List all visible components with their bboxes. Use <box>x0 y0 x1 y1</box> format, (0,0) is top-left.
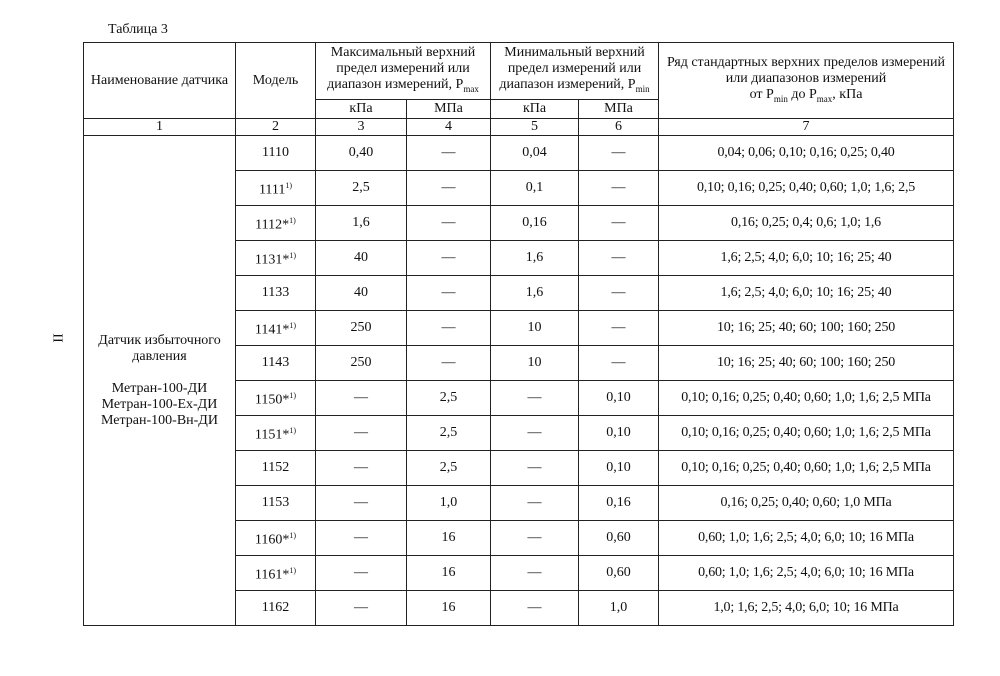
sensor-model-name: Метран-100-ДИ <box>111 380 208 396</box>
min-mpa-cell: — <box>579 241 659 276</box>
model-number: 1162 <box>261 600 290 615</box>
min-kpa-cell: 10 <box>491 311 579 346</box>
max-kpa-cell: 1,6 <box>316 206 407 241</box>
model-number: 1111 <box>258 182 286 198</box>
header-max-sub: max <box>463 83 479 94</box>
max-mpa-cell: — <box>407 241 491 276</box>
max-mpa-cell: — <box>407 171 491 206</box>
max-kpa-cell: 40 <box>316 241 407 276</box>
series-cell: 0,10; 0,16; 0,25; 0,40; 0,60; 1,0; 1,6; 2,5 МПа <box>659 451 954 486</box>
header-min <box>491 43 659 100</box>
footnote-mark: 1) <box>289 565 297 575</box>
series-cell: 0,60; 1,0; 1,6; 2,5; 4,0; 6,0; 10; 16 МПа <box>659 556 954 591</box>
header-series-from: от P <box>749 86 774 102</box>
footnote-mark: 1) <box>285 180 293 190</box>
max-kpa-cell: 40 <box>316 276 407 311</box>
header-model: Модель <box>236 43 316 119</box>
max-mpa-cell: 16 <box>407 556 491 591</box>
header-sensor: Наименование датчика <box>84 43 236 119</box>
model-cell <box>236 311 316 346</box>
min-kpa-cell: 0,16 <box>491 206 579 241</box>
min-mpa-cell: — <box>579 311 659 346</box>
model-number: 1150* <box>254 392 290 408</box>
max-kpa-cell: — <box>316 416 407 451</box>
footnote-mark: 1) <box>289 530 297 540</box>
footnote-mark: 1) <box>289 390 297 400</box>
header-min-sub: min <box>635 83 650 94</box>
footnote-mark: 1) <box>289 250 297 260</box>
model-number: 1152 <box>261 460 290 475</box>
min-mpa-cell: 0,10 <box>579 416 659 451</box>
model-cell <box>236 591 316 626</box>
max-kpa-cell: 2,5 <box>316 171 407 206</box>
table-body <box>84 43 954 626</box>
min-mpa-cell: — <box>579 346 659 381</box>
min-mpa-cell: — <box>579 206 659 241</box>
header-series-to-sub: max <box>816 93 833 104</box>
spec-table <box>83 42 954 626</box>
series-cell: 0,10; 0,16; 0,25; 0,40; 0,60; 1,0; 1,6; 2,5 МПа <box>659 381 954 416</box>
model-cell <box>236 241 316 276</box>
header-series-from-sub: min <box>773 93 788 104</box>
max-kpa-cell: 250 <box>316 311 407 346</box>
unit-mpa-min: МПа <box>579 100 659 119</box>
series-cell: 0,16; 0,25; 0,40; 0,60; 1,0 МПа <box>659 486 954 521</box>
min-mpa-cell: 0,16 <box>579 486 659 521</box>
model-number: 1160* <box>254 532 290 548</box>
model-cell <box>236 521 316 556</box>
min-mpa-cell: — <box>579 276 659 311</box>
sensor-name: Датчик избыточного давления <box>98 332 221 364</box>
header-series-text: Ряд стандартных верхних пределов измерений или диапазонов измерений <box>667 54 945 86</box>
min-mpa-cell: 0,60 <box>579 521 659 556</box>
sensor-model-name: Метран-100-Ех-ДИ <box>101 396 218 412</box>
series-cell: 1,6; 2,5; 4,0; 6,0; 10; 16; 25; 40 <box>659 276 954 311</box>
col-number: 3 <box>316 119 407 136</box>
max-mpa-cell: 2,5 <box>407 416 491 451</box>
side-label <box>50 323 70 353</box>
min-mpa-cell: 0,10 <box>579 381 659 416</box>
min-mpa-cell: 0,10 <box>579 451 659 486</box>
min-kpa-cell: 1,6 <box>491 241 579 276</box>
max-mpa-cell: — <box>407 346 491 381</box>
unit-mpa-max: МПа <box>407 100 491 119</box>
model-number: 1112* <box>255 217 290 233</box>
max-kpa-cell: — <box>316 486 407 521</box>
model-cell <box>236 556 316 591</box>
max-kpa-cell: — <box>316 381 407 416</box>
col-number: 1 <box>84 119 236 136</box>
min-kpa-cell: — <box>491 556 579 591</box>
footnote-mark: 1) <box>289 425 297 435</box>
model-cell <box>236 206 316 241</box>
header-series-unit: , кПа <box>832 86 863 102</box>
max-kpa-cell: — <box>316 521 407 556</box>
max-kpa-cell: — <box>316 591 407 626</box>
min-kpa-cell: 10 <box>491 346 579 381</box>
max-mpa-cell: — <box>407 311 491 346</box>
sensor-model-name: Метран-100-Вн-ДИ <box>101 412 218 428</box>
model-number: 1143 <box>261 355 290 370</box>
series-cell: 0,16; 0,25; 0,4; 0,6; 1,0; 1,6 <box>659 206 954 241</box>
min-mpa-cell: — <box>579 136 659 171</box>
min-kpa-cell: — <box>491 591 579 626</box>
model-cell <box>236 451 316 486</box>
max-mpa-cell: — <box>407 206 491 241</box>
model-number: 1131* <box>254 252 290 268</box>
header-min-text: Минимальный верхний предел измерений или диапазон измерений, P <box>499 45 645 93</box>
max-kpa-cell: — <box>316 556 407 591</box>
min-mpa-cell: 0,60 <box>579 556 659 591</box>
model-number: 1151* <box>254 427 290 443</box>
min-kpa-cell: — <box>491 416 579 451</box>
min-kpa-cell: 1,6 <box>491 276 579 311</box>
min-kpa-cell: — <box>491 486 579 521</box>
model-cell <box>236 171 316 206</box>
col-number: 6 <box>579 119 659 136</box>
max-kpa-cell: 250 <box>316 346 407 381</box>
col-number: 2 <box>236 119 316 136</box>
model-cell <box>236 136 316 171</box>
model-cell <box>236 416 316 451</box>
model-number: 1161* <box>254 567 290 583</box>
min-mpa-cell: 1,0 <box>579 591 659 626</box>
header-row <box>84 43 954 100</box>
table-caption: Таблица 3 <box>108 22 168 37</box>
series-cell: 10; 16; 25; 40; 60; 100; 160; 250 <box>659 311 954 346</box>
unit-kpa-min: кПа <box>491 100 579 119</box>
model-cell <box>236 276 316 311</box>
footnote-mark: 1) <box>289 320 297 330</box>
series-cell: 0,10; 0,16; 0,25; 0,40; 0,60; 1,0; 1,6; 2,5 <box>659 171 954 206</box>
max-mpa-cell: 16 <box>407 591 491 626</box>
series-cell: 0,04; 0,06; 0,10; 0,16; 0,25; 0,40 <box>659 136 954 171</box>
unit-kpa-max: кПа <box>316 100 407 119</box>
max-mpa-cell: — <box>407 136 491 171</box>
max-mpa-cell: 1,0 <box>407 486 491 521</box>
min-kpa-cell: — <box>491 381 579 416</box>
header-max-text: Максимальный верхний предел измерений или диапазон измерений, P <box>327 45 476 93</box>
sensor-cell <box>84 136 236 626</box>
max-kpa-cell: — <box>316 451 407 486</box>
header-series <box>659 43 954 119</box>
max-mpa-cell: 2,5 <box>407 451 491 486</box>
column-number-row <box>84 119 954 136</box>
col-number: 4 <box>407 119 491 136</box>
min-kpa-cell: 0,1 <box>491 171 579 206</box>
min-kpa-cell: 0,04 <box>491 136 579 171</box>
min-kpa-cell: — <box>491 451 579 486</box>
series-cell: 10; 16; 25; 40; 60; 100; 160; 250 <box>659 346 954 381</box>
header-max <box>316 43 491 100</box>
model-number: 1141* <box>254 322 290 338</box>
max-mpa-cell: 2,5 <box>407 381 491 416</box>
min-kpa-cell: — <box>491 521 579 556</box>
max-mpa-cell: — <box>407 276 491 311</box>
min-mpa-cell: — <box>579 171 659 206</box>
max-kpa-cell: 0,40 <box>316 136 407 171</box>
col-number: 7 <box>659 119 954 136</box>
sensor-models <box>86 381 233 429</box>
series-cell: 0,60; 1,0; 1,6; 2,5; 4,0; 6,0; 10; 16 МПа <box>659 521 954 556</box>
model-cell <box>236 381 316 416</box>
series-cell: 1,6; 2,5; 4,0; 6,0; 10; 16; 25; 40 <box>659 241 954 276</box>
footnote-mark: 1) <box>289 215 296 225</box>
max-mpa-cell: 16 <box>407 521 491 556</box>
model-cell <box>236 346 316 381</box>
model-number: 1133 <box>261 285 290 300</box>
table-row <box>84 136 954 171</box>
series-cell: 0,10; 0,16; 0,25; 0,40; 0,60; 1,0; 1,6; 2,5 МПа <box>659 416 954 451</box>
header-series-to: до P <box>787 86 817 102</box>
model-number: 1153 <box>261 495 290 510</box>
side-label-text: II <box>51 333 67 343</box>
model-cell <box>236 486 316 521</box>
series-cell: 1,0; 1,6; 2,5; 4,0; 6,0; 10; 16 МПа <box>659 591 954 626</box>
col-number: 5 <box>491 119 579 136</box>
model-number: 1110 <box>262 145 289 160</box>
